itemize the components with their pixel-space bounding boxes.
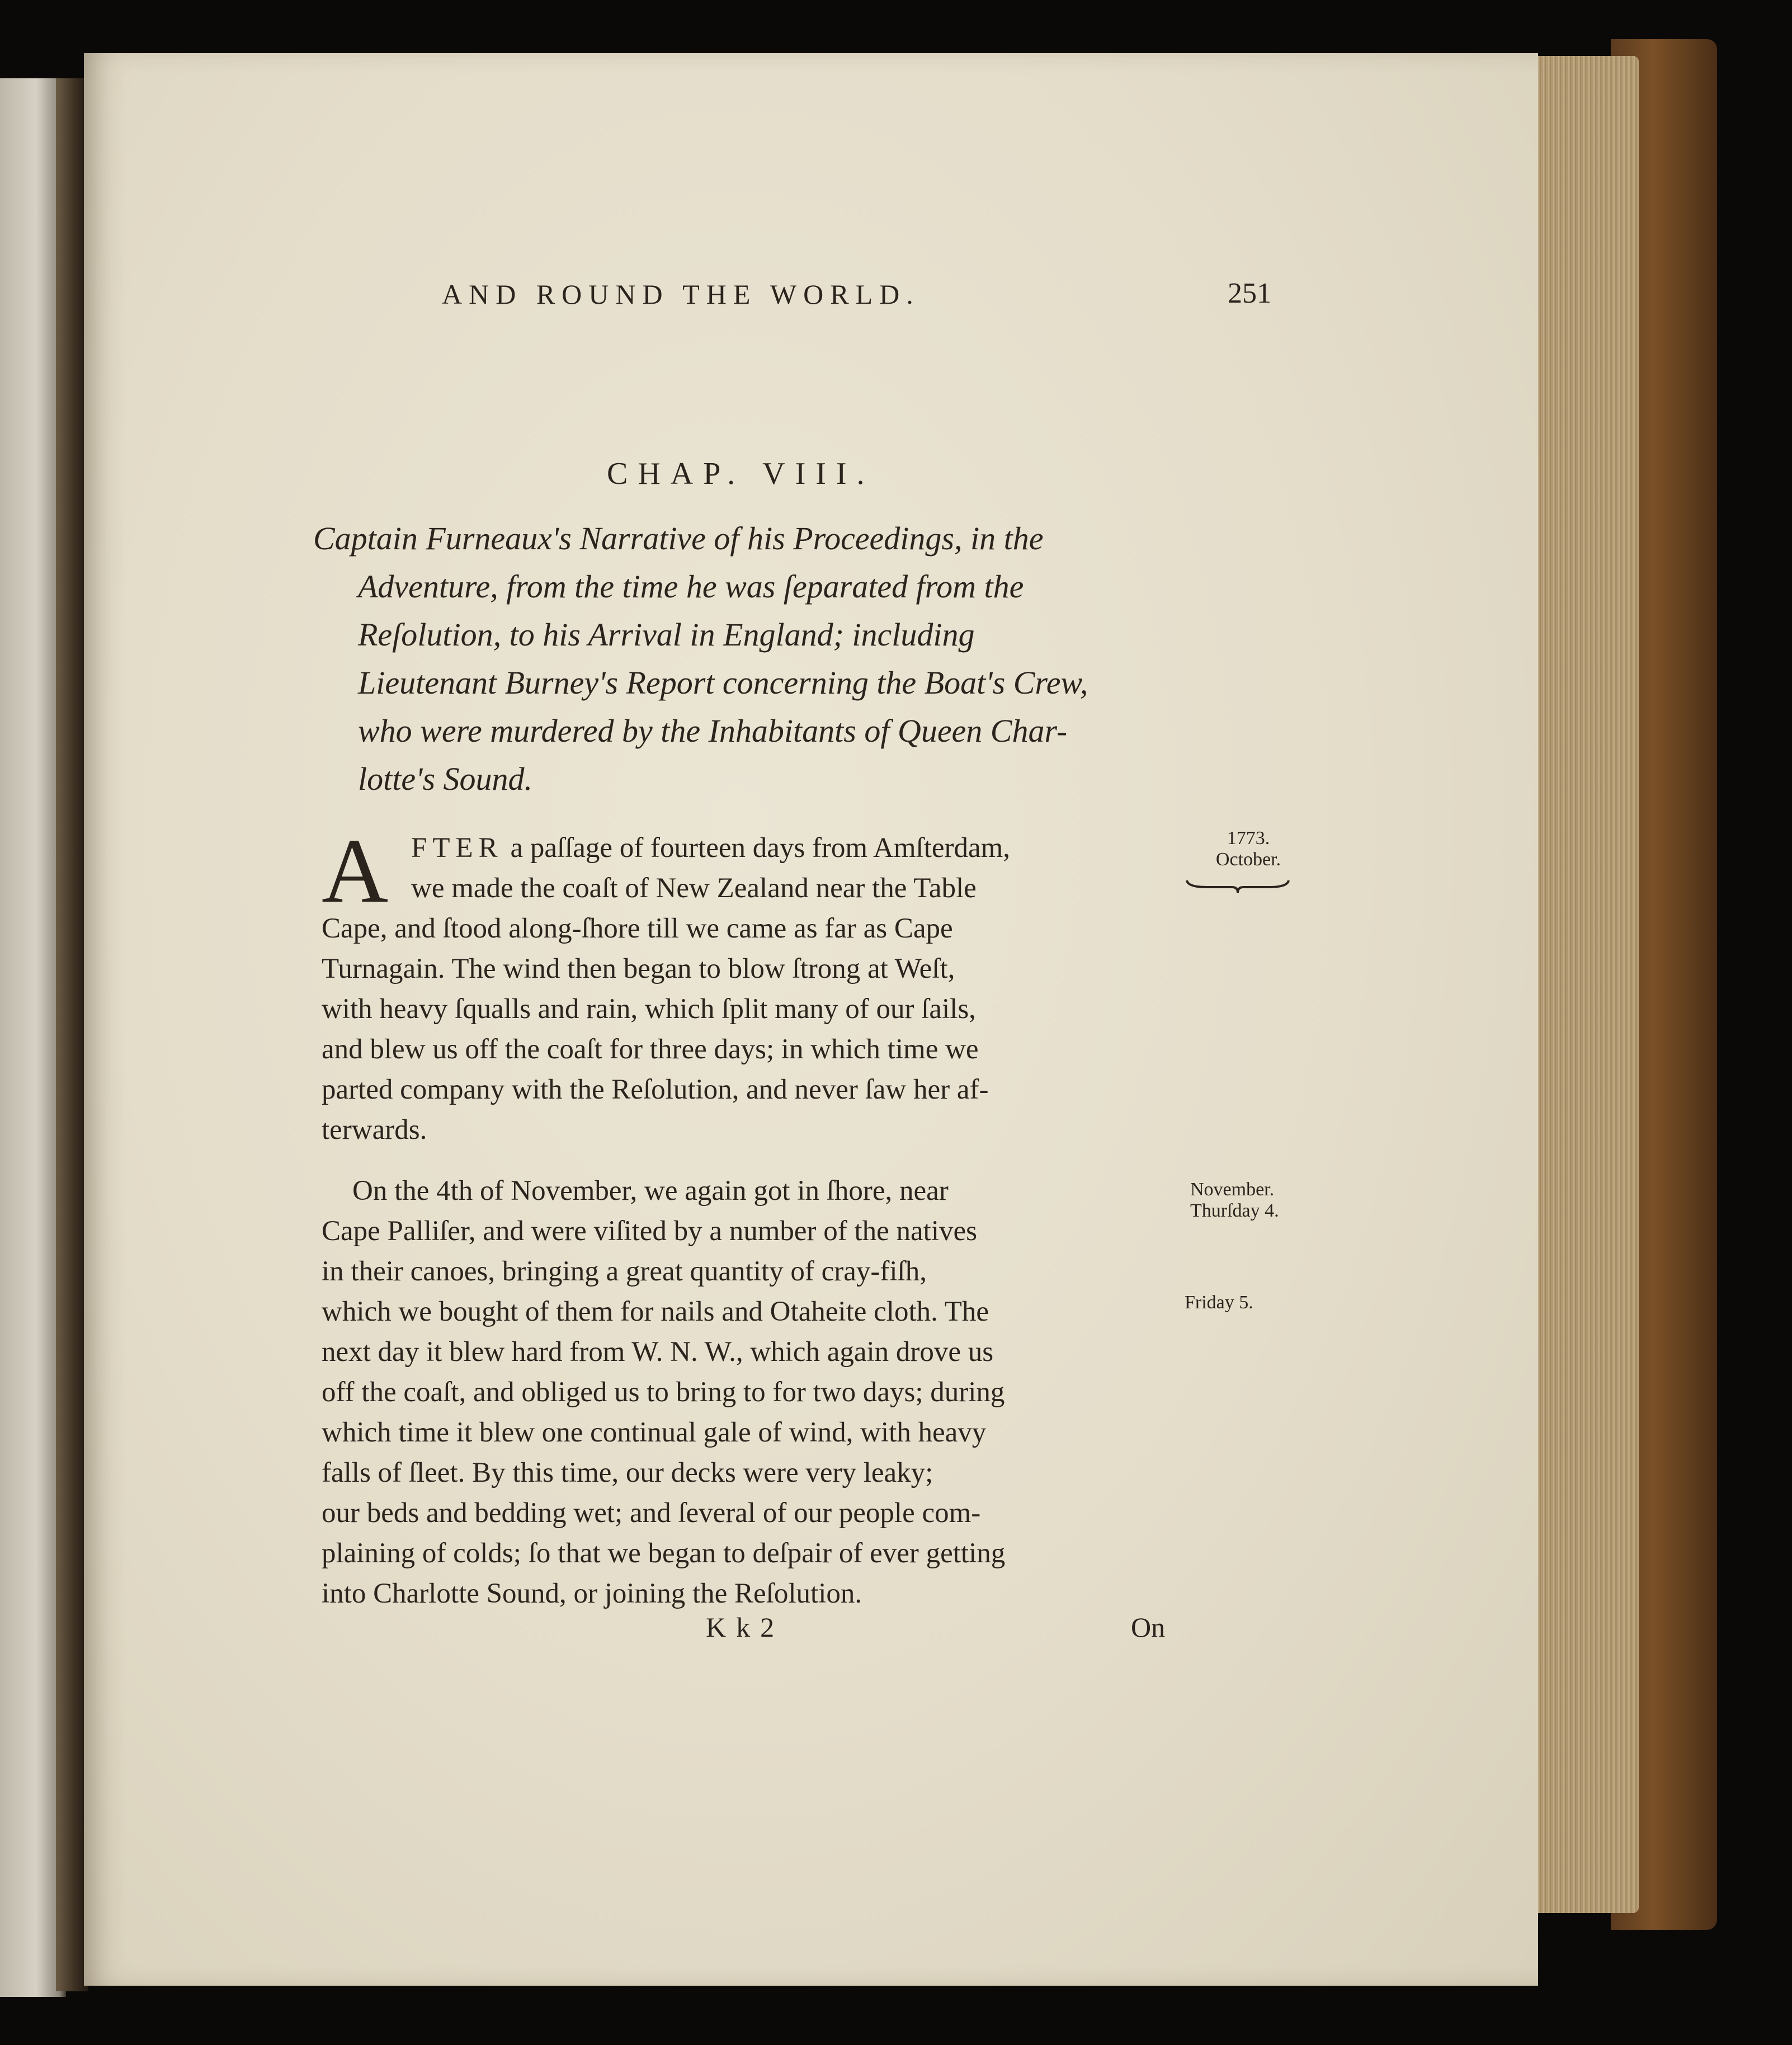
margin-brace-icon <box>1185 878 1291 894</box>
paragraph-line: plaining of colds; ſo that we began to deſpair of ever getting <box>322 1538 1006 1569</box>
running-head: AND ROUND THE WORLD. <box>442 279 920 310</box>
summary-line: Lieutenant Burney's Report concerning the Boat's Crew, <box>358 665 1088 701</box>
margin-day: Thurſday 4. <box>1190 1200 1279 1221</box>
paragraph-line: next day it blew hard from W. N. W., which again drove us <box>322 1336 994 1368</box>
margin-note-date <box>1209 828 1288 870</box>
paragraph-2 <box>322 1171 1166 1614</box>
paragraph-line: which we bought of them for nails and Otaheite cloth. The <box>322 1296 989 1327</box>
paragraph-text: a paſſage of fourteen days from Amſterdam, <box>503 832 1011 864</box>
margin-year: 1773. <box>1227 828 1270 849</box>
small-caps-word: FTER <box>411 832 503 864</box>
paragraph-line: Cape, and ſtood along-ſhore till we came as far as Cape <box>322 913 953 944</box>
paragraph-1 <box>322 819 1166 1150</box>
paragraph-line: Cape Palliſer, and were viſited by a number of the natives <box>322 1215 978 1247</box>
paragraph-line: off the coaſt, and obliged us to bring to for two days; during <box>322 1377 1005 1408</box>
summary-line: Adventure, from the time he was ſeparated from the <box>358 568 1024 605</box>
paragraph-line: in their canoes, bringing a great quantity of cray-fiſh, <box>322 1256 927 1287</box>
page-number: 251 <box>1228 277 1271 309</box>
summary-line: Reſolution, to his Arrival in England; including <box>358 616 975 653</box>
paragraph-line: parted company with the Reſolution, and never ſaw her af- <box>322 1074 989 1105</box>
paragraph-line: Turnagain. The wind then began to blow ſtrong at Weſt, <box>322 953 955 984</box>
paragraph-line: which time it blew one continual gale of wind, with heavy <box>322 1417 987 1448</box>
margin-note-november <box>1190 1179 1279 1222</box>
summary-line: Captain Furneaux's Narrative of his Proceedings, in the <box>313 520 1044 557</box>
paragraph-line <box>322 828 1166 868</box>
summary-line: who were murdered by the Inhabitants of Queen Char- <box>358 713 1068 749</box>
paragraph-line: our beds and bedding wet; and ſeveral of our people com- <box>322 1497 981 1529</box>
margin-month: November. <box>1190 1179 1275 1200</box>
paragraph-line: we made the coaſt of New Zealand near the Table <box>411 873 977 904</box>
catchword: On <box>1131 1612 1166 1643</box>
paragraph-line: falls of ſleet. By this time, our decks were very leaky; <box>322 1457 933 1488</box>
paragraph-line: terwards. <box>322 1114 427 1146</box>
chapter-title: CHAP. VIII. <box>607 456 875 491</box>
paragraph-line: On the 4th of November, we again got in ſhore, near <box>352 1175 949 1207</box>
margin-note-friday: Friday 5. <box>1185 1292 1253 1313</box>
page-block-edge <box>1527 56 1639 1913</box>
margin-month: October. <box>1215 849 1281 870</box>
paragraph-line: with heavy ſqualls and rain, which ſplit many of our ſails, <box>322 993 976 1025</box>
paragraph-line: and blew us off the coaſt for three days; in which time we <box>322 1034 979 1065</box>
drop-cap: A <box>322 819 389 922</box>
paragraph-line: into Charlotte Sound, or joining the Reſolution. <box>322 1578 862 1609</box>
signature-mark: Kk2 <box>706 1612 785 1643</box>
chapter-summary <box>313 515 1163 803</box>
summary-line: lotte's Sound. <box>358 761 533 797</box>
